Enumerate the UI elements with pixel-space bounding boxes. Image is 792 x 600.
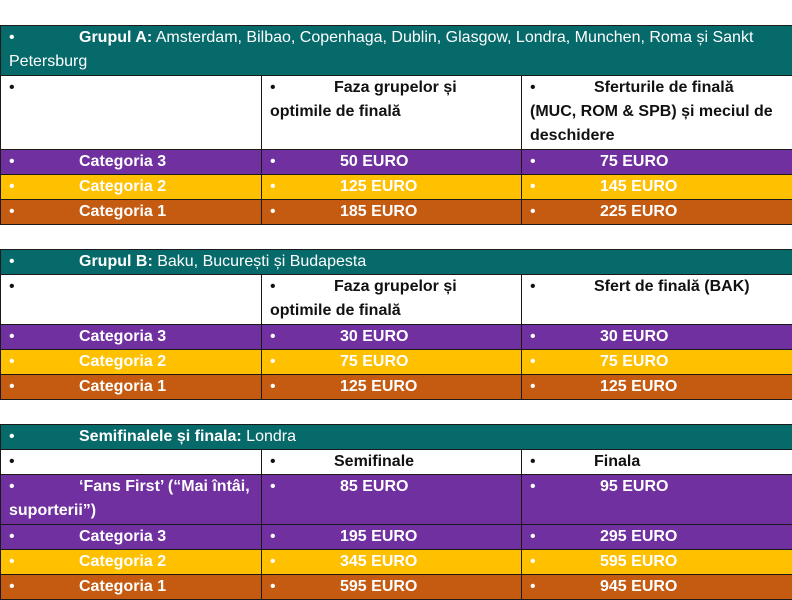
group-a-header-row	[1, 26, 792, 76]
bullet-icon	[9, 150, 21, 174]
bullet-icon	[9, 275, 21, 299]
bullet-icon	[9, 375, 21, 399]
category-cell: •Categoria 2	[1, 350, 262, 375]
category-cell: •Categoria 1	[1, 575, 262, 600]
bullet-icon	[9, 425, 21, 449]
final-category-2-row	[1, 550, 792, 575]
category-cell: •Categoria 3	[1, 325, 262, 350]
final-category-1-row	[1, 575, 792, 600]
price-cell: • 945 EURO	[522, 575, 792, 600]
group-b-header-row	[1, 250, 792, 275]
bullet-icon	[9, 175, 21, 199]
price-cell: • 30 EURO	[522, 325, 792, 350]
bullet-icon	[270, 76, 282, 100]
bullet-icon	[9, 525, 21, 549]
bullet-icon	[530, 475, 542, 499]
group-b-category-1-row	[1, 375, 792, 400]
bullet-icon	[9, 200, 21, 224]
price-cell: • 125 EURO	[262, 375, 522, 400]
bullet-icon	[530, 275, 542, 299]
bullet-icon	[270, 150, 282, 174]
final-category-3-row	[1, 525, 792, 550]
group-a-col2-header: •Faza grupelor și optimile de finală	[262, 76, 522, 150]
bullet-icon	[270, 475, 282, 499]
price-cell: • 145 EURO	[522, 175, 792, 200]
price-cell: • 185 EURO	[262, 200, 522, 225]
price-cell: • 30 EURO	[262, 325, 522, 350]
price-cell: • 595 EURO	[522, 550, 792, 575]
bullet-icon	[270, 325, 282, 349]
bullet-icon	[9, 76, 21, 100]
bullet-icon	[270, 375, 282, 399]
final-header-row	[1, 425, 792, 450]
final-col3-header: • Finala	[522, 450, 792, 475]
bullet-icon	[9, 26, 21, 50]
group-a-label: Grupul A:	[79, 29, 153, 46]
bullet-icon	[9, 575, 21, 599]
price-cell: • 75 EURO	[262, 350, 522, 375]
bullet-icon	[270, 275, 282, 299]
category-cell: •Categoria 1	[1, 375, 262, 400]
fans-first-row	[1, 475, 792, 525]
category-cell: •Categoria 2	[1, 550, 262, 575]
group-b-category-2-row	[1, 350, 792, 375]
final-empty-header	[1, 450, 262, 475]
group-a-col3-header: •Sferturile de finală (MUC, ROM & SPB) și meciul de deschidere	[522, 76, 792, 150]
group-b-empty-header	[1, 275, 262, 325]
group-b-col3-header: •Sfert de finală (BAK)	[522, 275, 792, 325]
group-a-cities: Amsterdam, Bilbao, Copenhaga, Dublin, Glasgow, Londra, Munchen, Roma și Sankt Petersburg	[9, 29, 754, 70]
final-header	[1, 425, 792, 450]
price-cell: • 75 EURO	[522, 150, 792, 175]
final-col2-header: •Semifinale	[262, 450, 522, 475]
bullet-icon	[530, 200, 542, 224]
bullet-icon	[530, 575, 542, 599]
final-cities: Londra	[241, 428, 296, 445]
bullet-icon	[270, 450, 282, 474]
category-cell: •Categoria 1	[1, 200, 262, 225]
bullet-icon	[530, 150, 542, 174]
group-b-category-3-row	[1, 325, 792, 350]
final-column-header-row	[1, 450, 792, 475]
semifinal-final-table	[0, 424, 792, 600]
group-b-cities: Baku, București și Budapesta	[152, 253, 367, 270]
price-cell: • 125 EURO	[522, 375, 792, 400]
bullet-icon	[9, 550, 21, 574]
category-cell: •Categoria 3	[1, 150, 262, 175]
group-a-category-1-row	[1, 200, 792, 225]
bullet-icon	[9, 450, 21, 474]
bullet-icon	[530, 175, 542, 199]
category-cell: •Categoria 3	[1, 525, 262, 550]
price-cell: • 295 EURO	[522, 525, 792, 550]
price-cell: • 225 EURO	[522, 200, 792, 225]
bullet-icon	[530, 375, 542, 399]
bullet-icon	[530, 76, 542, 100]
price-cell: • 125 EURO	[262, 175, 522, 200]
group-a-empty-header	[1, 76, 262, 150]
bullet-icon	[9, 475, 21, 499]
bullet-icon	[9, 250, 21, 274]
bullet-icon	[9, 350, 21, 374]
bullet-icon	[270, 200, 282, 224]
bullet-icon	[530, 350, 542, 374]
bullet-icon	[270, 575, 282, 599]
price-cell: • 50 EURO	[262, 150, 522, 175]
price-cell: •85 EURO	[262, 475, 522, 525]
category-cell: •‘Fans First’ (“Mai întâi, suporterii”)	[1, 475, 262, 525]
group-b-label: Grupul B:	[79, 253, 153, 270]
group-a-header	[1, 26, 792, 76]
bullet-icon	[270, 350, 282, 374]
bullet-icon	[530, 325, 542, 349]
price-cell: • 345 EURO	[262, 550, 522, 575]
group-a-table	[0, 25, 792, 225]
group-b-table	[0, 249, 792, 400]
final-label: Semifinalele și finala:	[79, 428, 242, 445]
group-b-column-header-row	[1, 275, 792, 325]
group-b-col2-header: •Faza grupelor și optimile de finală	[262, 275, 522, 325]
group-a-category-3-row	[1, 150, 792, 175]
group-a-column-header-row	[1, 76, 792, 150]
group-a-category-2-row	[1, 175, 792, 200]
bullet-icon	[270, 175, 282, 199]
price-cell: • 95 EURO	[522, 475, 792, 525]
bullet-icon	[530, 550, 542, 574]
price-cell: • 75 EURO	[522, 350, 792, 375]
price-cell: • 595 EURO	[262, 575, 522, 600]
bullet-icon	[530, 450, 542, 474]
category-cell: •Categoria 2	[1, 175, 262, 200]
price-cell: • 195 EURO	[262, 525, 522, 550]
bullet-icon	[9, 325, 21, 349]
group-b-header	[1, 250, 792, 275]
bullet-icon	[270, 525, 282, 549]
bullet-icon	[530, 525, 542, 549]
bullet-icon	[270, 550, 282, 574]
